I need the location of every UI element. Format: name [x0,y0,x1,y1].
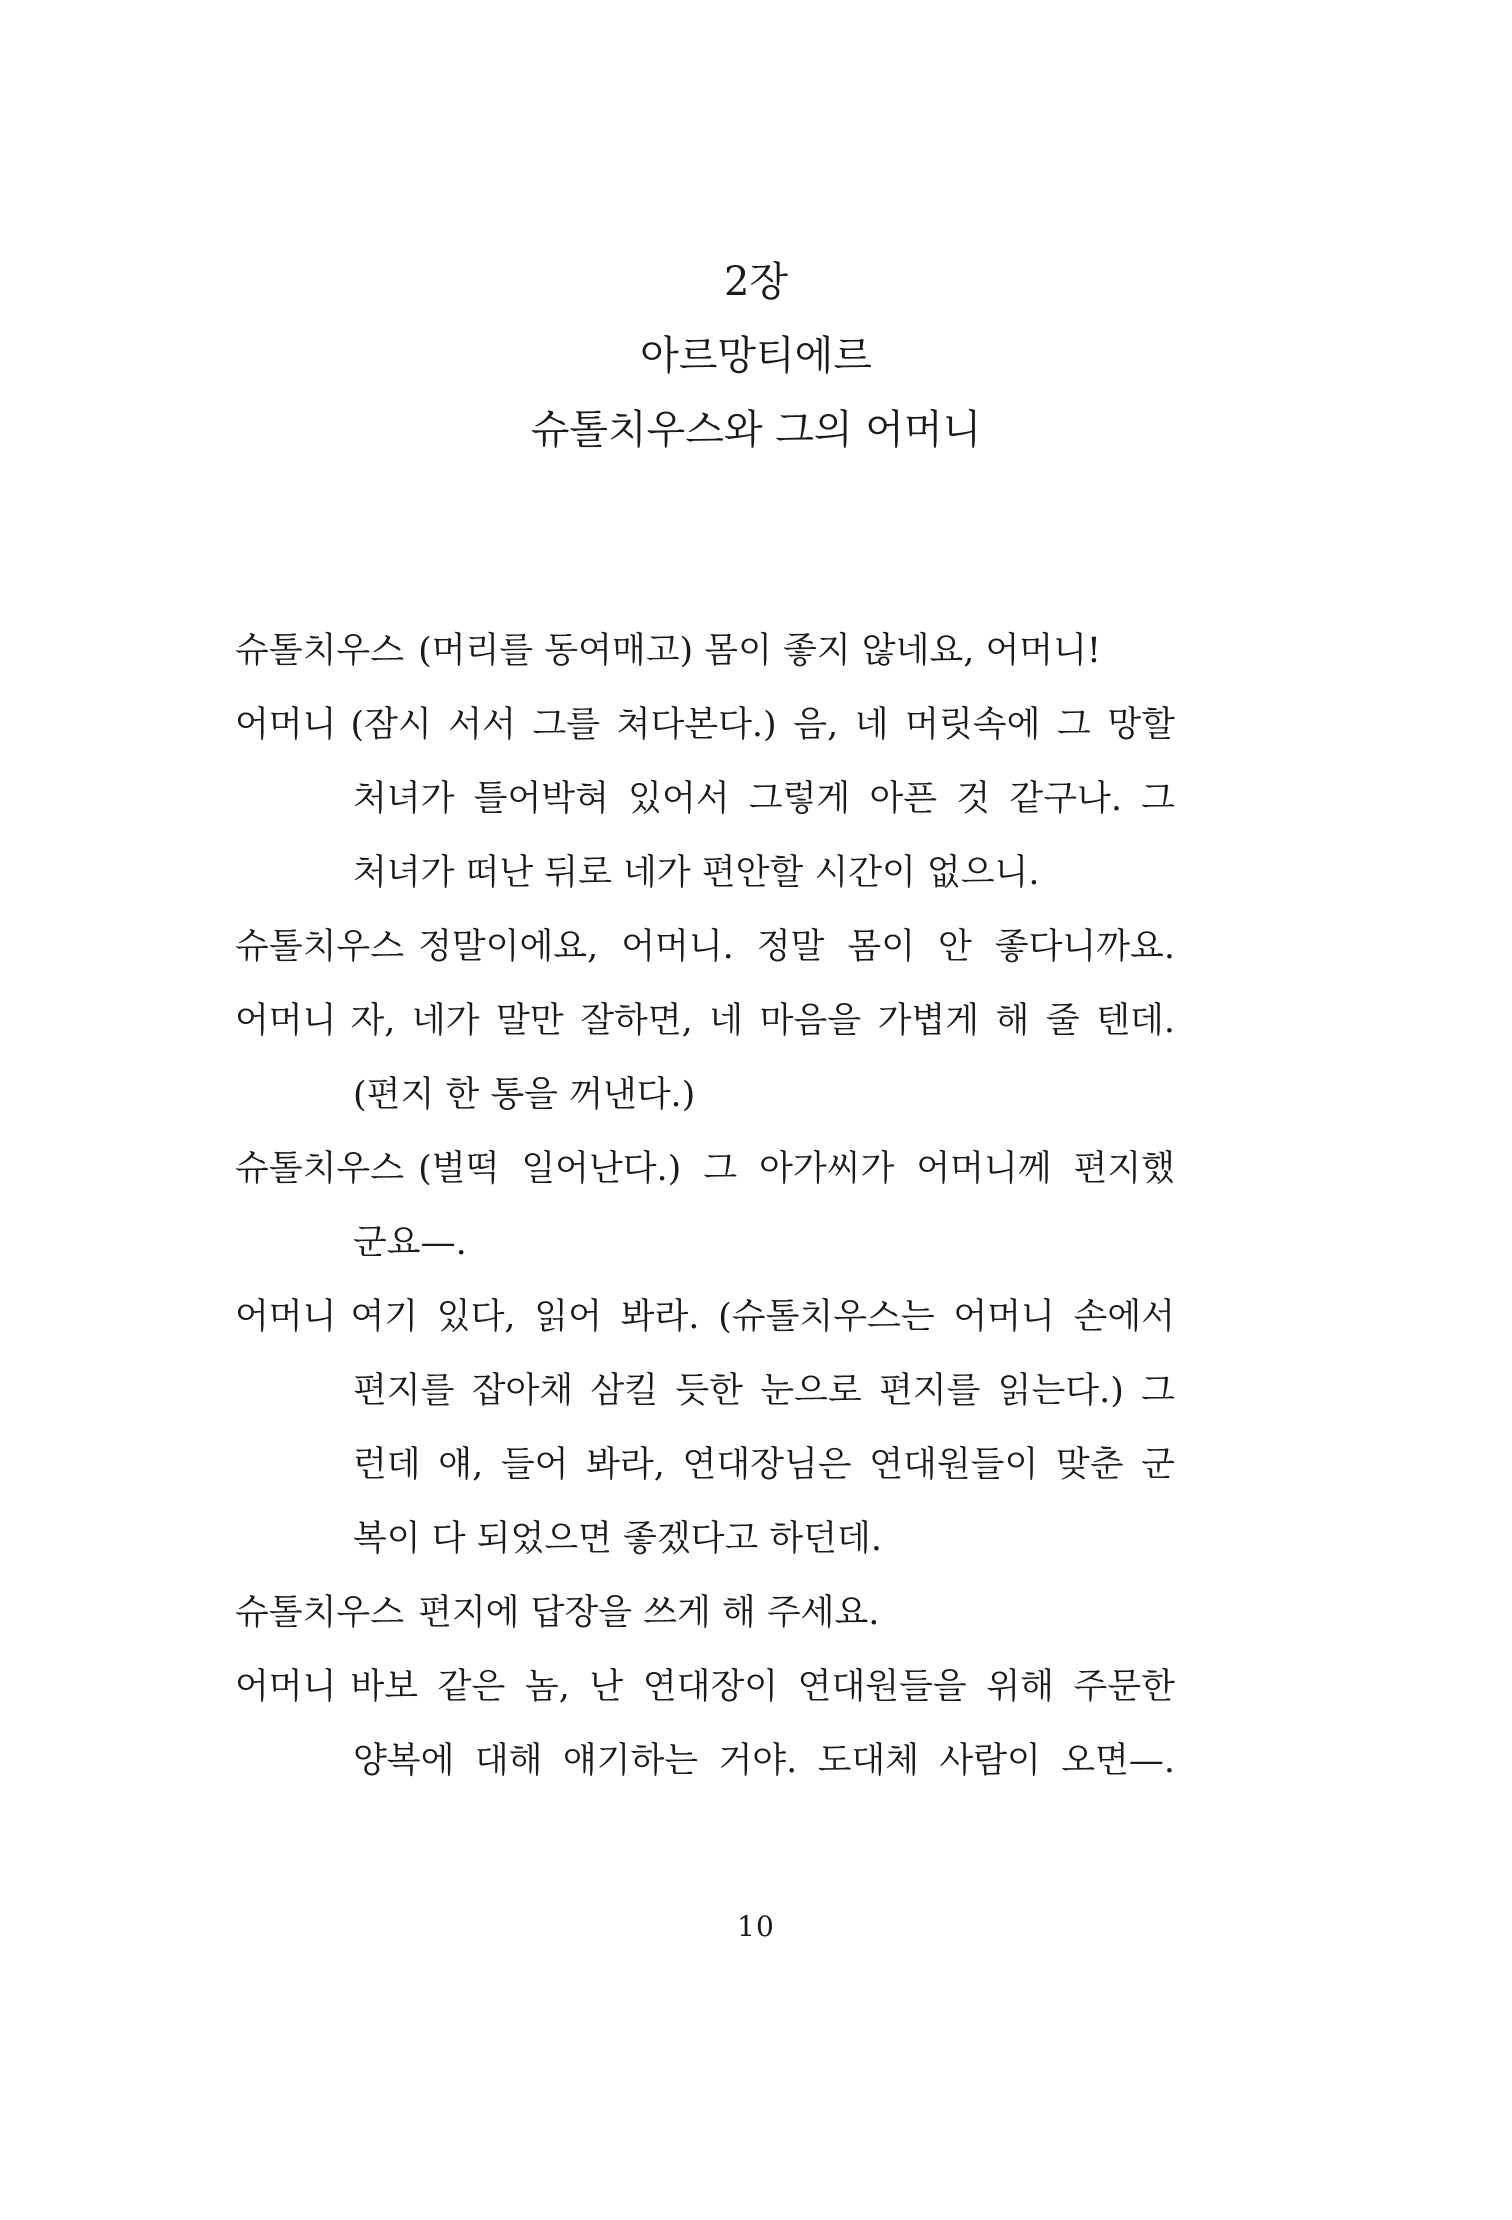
speech-line [235,1293,1175,1341]
scene-characters: 슈톨치우스와 그의 어머니 [530,407,982,453]
speaker-name: 어머니 [235,1667,337,1707]
speech-line [235,997,1175,1045]
speech-text: 바보 같은 놈, 난 연대장이 연대원들을 위해 주문한 [350,1667,1175,1707]
scene-location: 아르망티에르 [640,333,872,379]
speaker-name: 슈톨치우스 [235,1149,405,1189]
speaker-name: 어머니 [235,1297,337,1337]
speech-continuation: 처녀가 떠난 뒤로 네가 편안할 시간이 없으니. [353,853,1040,893]
speaker-name: 슈톨치우스 [235,927,405,967]
speech-continuation: 런데 얘, 들어 봐라, 연대장님은 연대원들이 맞춘 군 [353,1445,1175,1485]
speech-line [235,1663,1175,1711]
speech-line [235,1145,1175,1193]
speech-continuation: 양복에 대해 얘기하는 거야. 도대체 사람이 오면—. [353,1741,1175,1781]
speech-text: 편지에 답장을 쓰게 해 주세요. [418,1593,880,1633]
chapter-number: 2장 [723,259,789,305]
speech-line [235,701,1175,749]
speaker-name: 슈톨치우스 [235,631,405,671]
speech-continuation: 편지를 잡아채 삼킬 듯한 눈으로 편지를 읽는다.) 그 [353,1371,1175,1411]
speech-text: 여기 있다, 읽어 봐라. (슈톨치우스는 어머니 손에서 [350,1297,1175,1337]
speaker-name: 슈톨치우스 [235,1593,405,1633]
speech-line [235,627,1175,675]
speaker-name: 어머니 [235,1001,337,1041]
speech-text: 정말이에요, 어머니. 정말 몸이 안 좋다니까요. [418,927,1175,967]
speech-text: 자, 네가 말만 잘하면, 네 마음을 가볍게 해 줄 텐데. [350,1001,1175,1041]
speech-text: (벌떡 일어난다.) 그 아가씨가 어머니께 편지했 [418,1149,1175,1189]
speech-line [235,923,1175,971]
speech-continuation: 군요—. [353,1223,467,1263]
page-number: 10 [737,1910,775,1943]
speech-continuation: 복이 다 되었으면 좋겠다고 하던데. [353,1519,882,1559]
speech-continuation: (편지 한 통을 꺼낸다.) [353,1075,696,1115]
speech-text: (잠시 서서 그를 쳐다본다.) 음, 네 머릿속에 그 망할 [350,705,1175,745]
speech-text: (머리를 동여매고) 몸이 좋지 않네요, 어머니! [418,631,1101,671]
speaker-name: 어머니 [235,705,337,745]
speech-continuation: 처녀가 틀어박혀 있어서 그렇게 아픈 것 같구나. 그 [353,779,1175,819]
speech-line [235,1589,1175,1637]
